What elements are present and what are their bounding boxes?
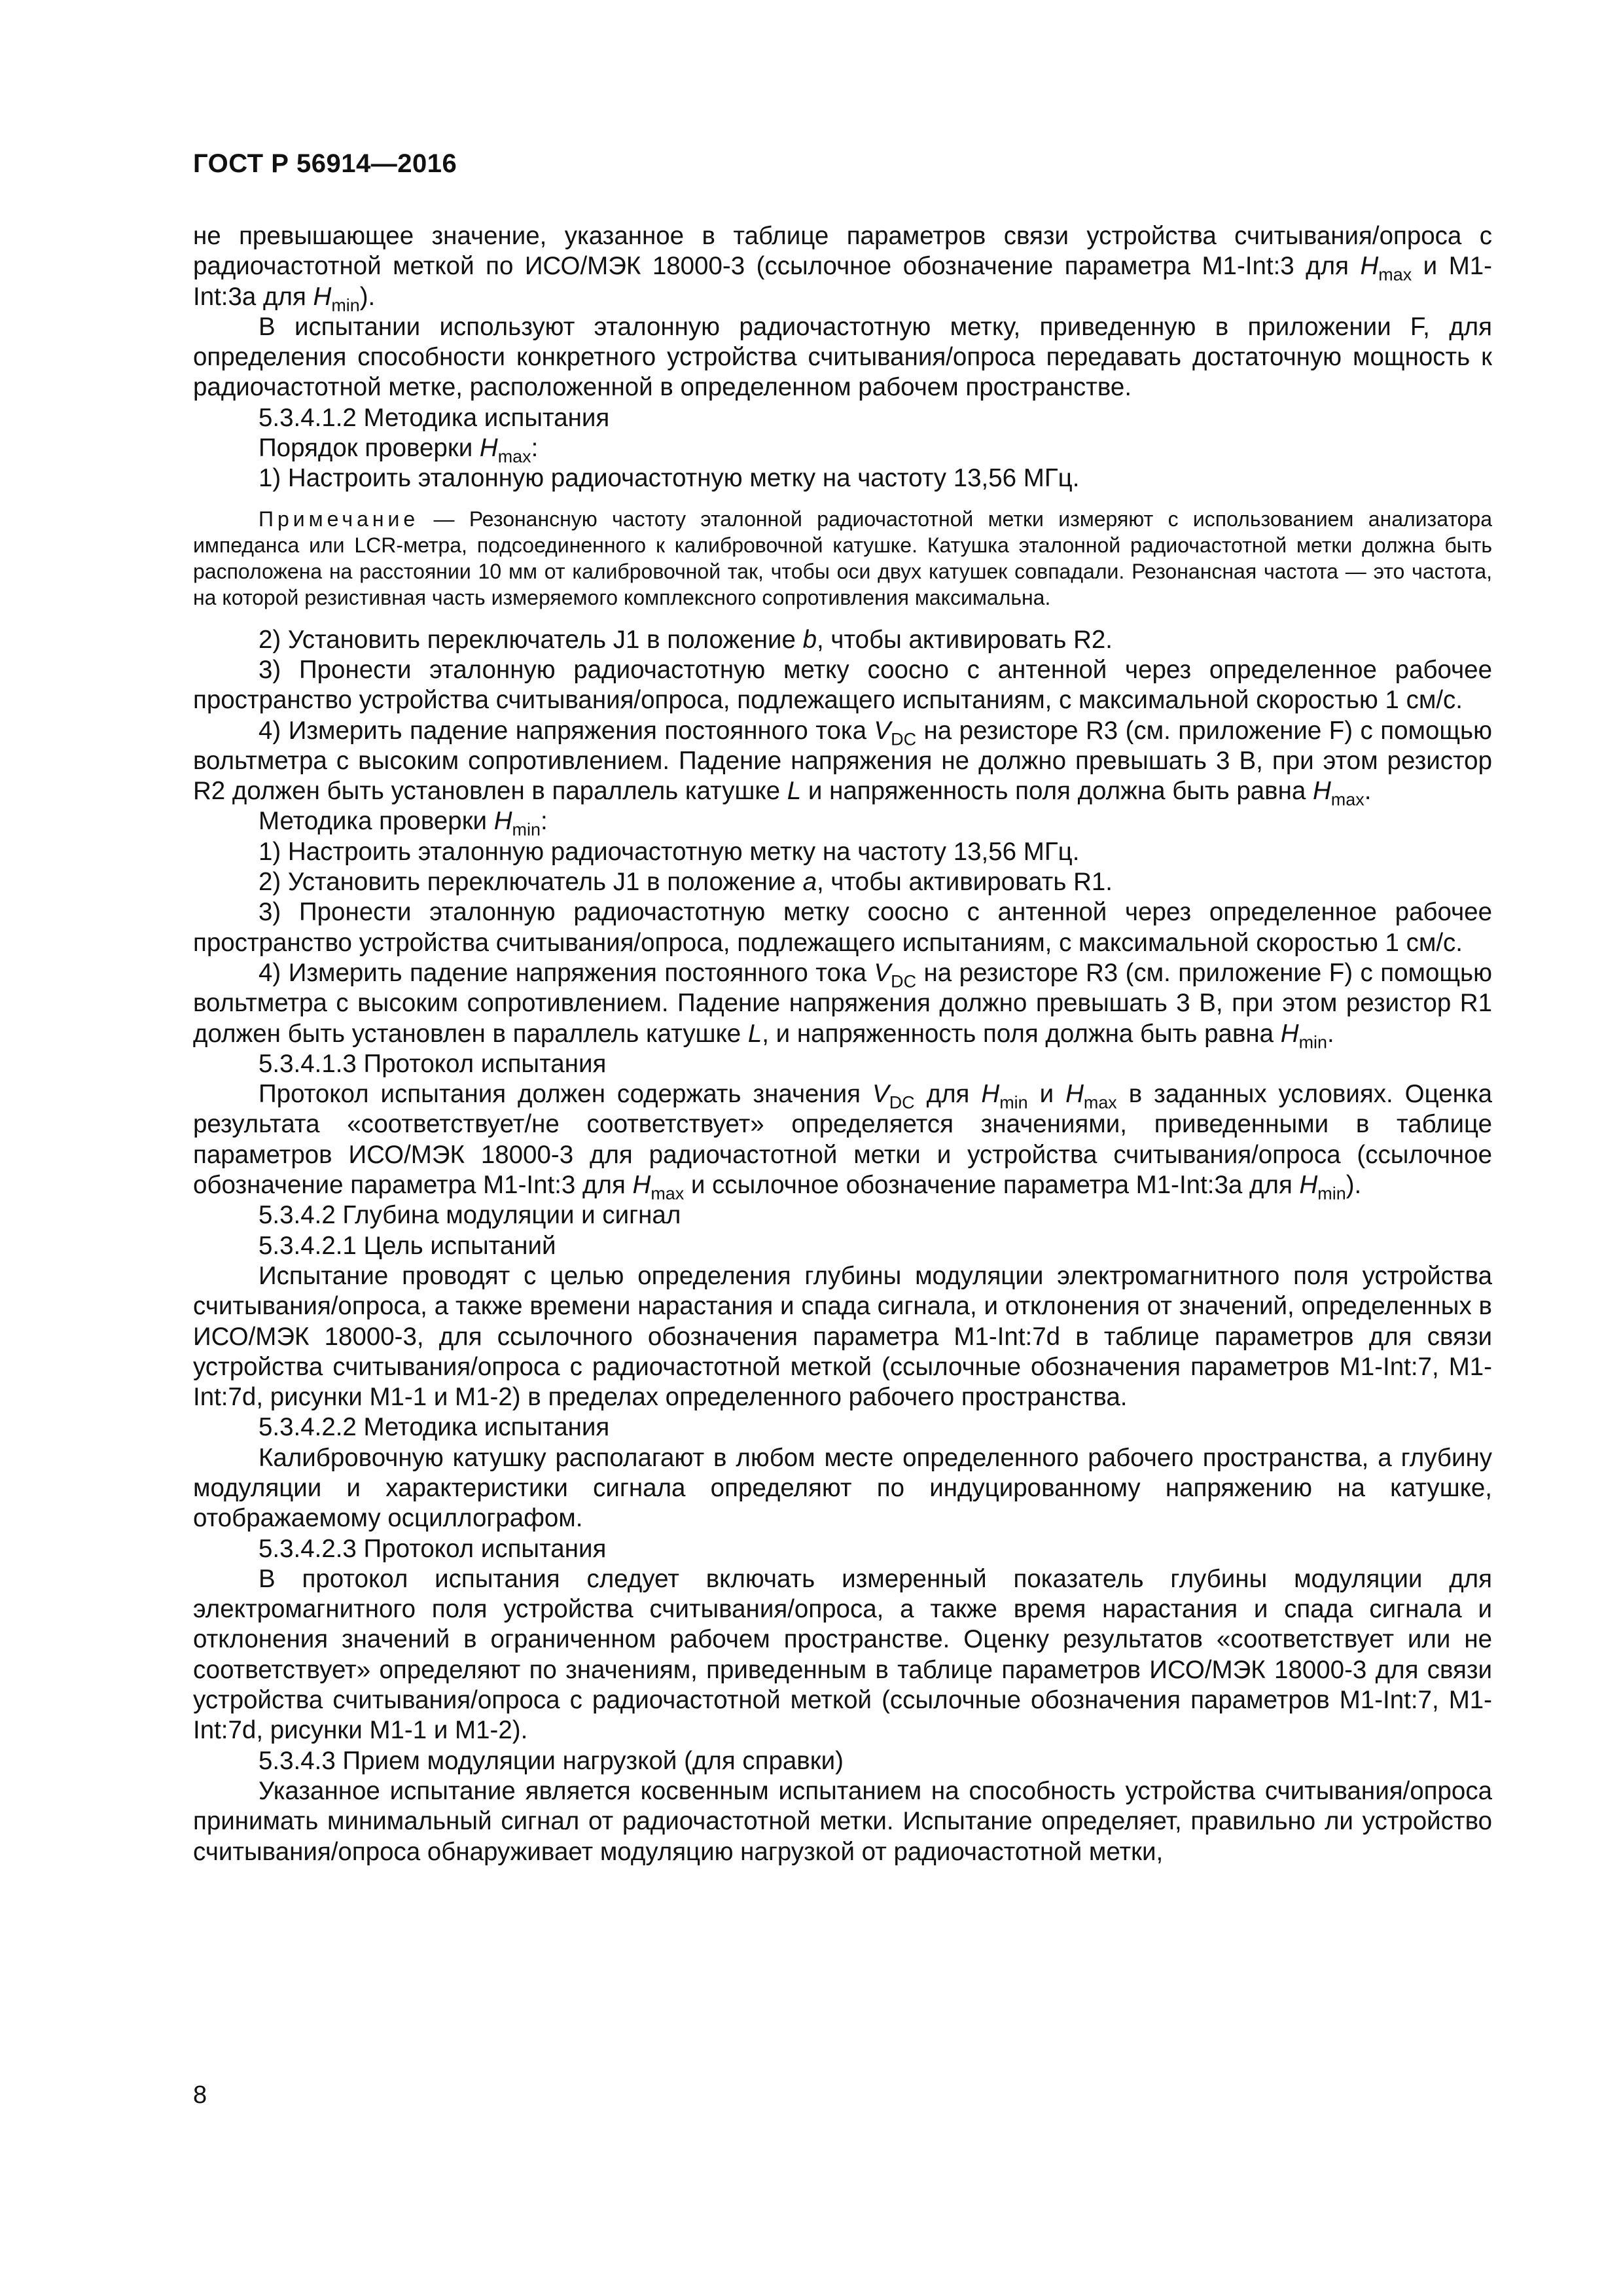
section-heading-53421: 5.3.4.2.1 Цель испытаний <box>259 1231 556 1260</box>
paragraph-method: Калибровочную катушку располагают в любом месте определенного рабочего пространства, а глубину модуляции и характеристики сигнала определяют по индуцированному напряжению на катушке, отображаемому осциллографом. <box>193 1443 1492 1533</box>
section-heading-5342: 5.3.4.2 Глубина модуляции и сигнал <box>259 1201 681 1230</box>
step-1-hmax: 1) Настроить эталонную радиочастотную метку на частоту 13,56 МГц. <box>259 464 1080 493</box>
page-number: 8 <box>193 2081 207 2109</box>
document-body <box>193 221 1492 1867</box>
step-1-hmin: 1) Настроить эталонную радиочастотную метку на частоту 13,56 МГц. <box>259 837 1080 866</box>
step-3-hmax: 3) Пронести эталонную радиочастотную метку соосно с антенной через определенное рабочее пространство устройства считывания/опроса, подлежащего испытаниям, с максимальной скоростью 1 см/с. <box>193 655 1492 715</box>
document-header: ГОСТ Р 56914—2016 <box>193 149 457 178</box>
paragraph-goal: Испытание проводят с целью определения глубины модуляции электромагнитного поля устройства считывания/опроса, а также времени нарастания и спада сигнала, и отклонения от значений, определенных в ИСО/МЭК 18000-3, для ссылочного обозначения параметра М1-Int:7d в таблице параметров для связи устройства считывания/опроса с радиочастотной меткой (ссылочные обозначения параметров М1-Int:7, М1-Int:7d, рисунки М1-1 и М1-2) в пределах определенного рабочего пространства. <box>193 1261 1492 1412</box>
order-hmax: Порядок проверки $H_{max}$: <box>259 434 539 467</box>
section-heading-53413: 5.3.4.1.3 Протокол испытания <box>259 1049 607 1078</box>
step-2-hmin: 2) Установить переключатель J1 в положение а, чтобы активировать R1. <box>259 868 1113 897</box>
paragraph-limit: не превышающее значение, указанное в таблице параметров связи устройства считывания/опроса с радиочастотной меткой по ИСО/МЭК 18000-3 (ссылочное обозначение параметра М1-Int:3 для $H_{max}$ и М1-Int:3а для $H_{min}$). <box>193 222 1492 315</box>
note: Примечание — Резонансную частоту эталонной радиочастотной метки измеряют с использованием анализатора импеданса или LCR-метра, подсоединенного к калибровочной катушке. Катушка эталонной радиочастотной метки должна быть расположена на расстоянии 10 мм от калибровочной так, чтобы оси двух катушек совпадали. Резонансная частота — это частота, на которой резистивная часть измеряемого комплексного сопротивления максимальна. <box>193 507 1492 609</box>
section-heading-53423: 5.3.4.2.3 Протокол испытания <box>259 1534 607 1563</box>
step-2-hmax: 2) Установить переключатель J1 в положение b, чтобы активировать R2. <box>259 625 1113 654</box>
paragraph-reference-tag: В испытании используют эталонную радиочастотную метку, приведенную в приложении F, для определения способности конкретного устройства считывания/опроса передавать достаточную мощность к радиочастотной метке, расположенной в определенном рабочем пространстве. <box>193 312 1492 402</box>
note-label: Примечание <box>259 507 419 531</box>
section-heading-53412: 5.3.4.1.2 Методика испытания <box>259 403 610 432</box>
paragraph-protocol: Протокол испытания должен содержать значения $V_{DC}$ для $H_{min}$ и $H_{max}$ в заданных условиях. Оценка результата «соответствует/не соответствует» определяется значениями, приведенными в таблице параметров ИСО/МЭК 18000-3 для радиочастотной метки и устройства считывания/опроса (ссылочное обозначение параметра М1-Int:3 для $H_{max}$ и ссылочное обозначение параметра М1-Int:3а для $H_{min}$). <box>193 1080 1492 1204</box>
step-4-hmin: 4) Измерить падение напряжения постоянного тока $V_{DC}$ на резисторе R3 (см. приложение F) с помощью вольтметра с высоким сопротивлением. Падение напряжения должно превышать 3 В, при этом резистор R1 должен быть установлен в параллель катушке L, и напряженность поля должна быть равна $H_{min}$. <box>193 958 1492 1052</box>
paragraph-load-modulation: Указанное испытание является косвенным испытанием на способность устройства считывания/опроса принимать минимальный сигнал от радиочастотной метки. Испытание определяет, правильно ли устройство считывания/опроса обнаруживает модуляцию нагрузкой от радиочастотной метки, <box>193 1776 1492 1866</box>
step-4-hmax: 4) Измерить падение напряжения постоянного тока $V_{DC}$ на резисторе R3 (см. приложение F) с помощью вольтметра с высоким сопротивлением. Падение напряжения не должно превышать 3 В, при этом резистор R2 должен быть установлен в параллель катушке L и напряженность поля должна быть равна $H_{max}$. <box>193 716 1492 810</box>
method-hmin: Методика проверки $H_{min}$: <box>259 807 548 840</box>
paragraph-protocol-2: В протокол испытания следует включать измеренный показатель глубины модуляции для электромагнитного поля устройства считывания/опроса, а также время нарастания и спада сигнала и отклонения значений в ограниченном рабочем пространстве. Оценку результатов «соответствует или не соответствует» определяют по значениям, приведенным в таблице параметров ИСО/МЭК 18000-3 для связи устройства считывания/опроса с радиочастотной меткой (ссылочные обозначения параметров М1-Int:7, М1-Int:7d, рисунки М1-1 и М1-2). <box>193 1564 1492 1745</box>
step-3-hmin: 3) Пронести эталонную радиочастотную метку соосно с антенной через определенное рабочее пространство устройства считывания/опроса, подлежащего испытаниям, с максимальной скоростью 1 см/с. <box>193 898 1492 957</box>
section-heading-53422: 5.3.4.2.2 Методика испытания <box>259 1413 610 1442</box>
section-heading-5343: 5.3.4.3 Прием модуляции нагрузкой (для справки) <box>259 1746 844 1775</box>
